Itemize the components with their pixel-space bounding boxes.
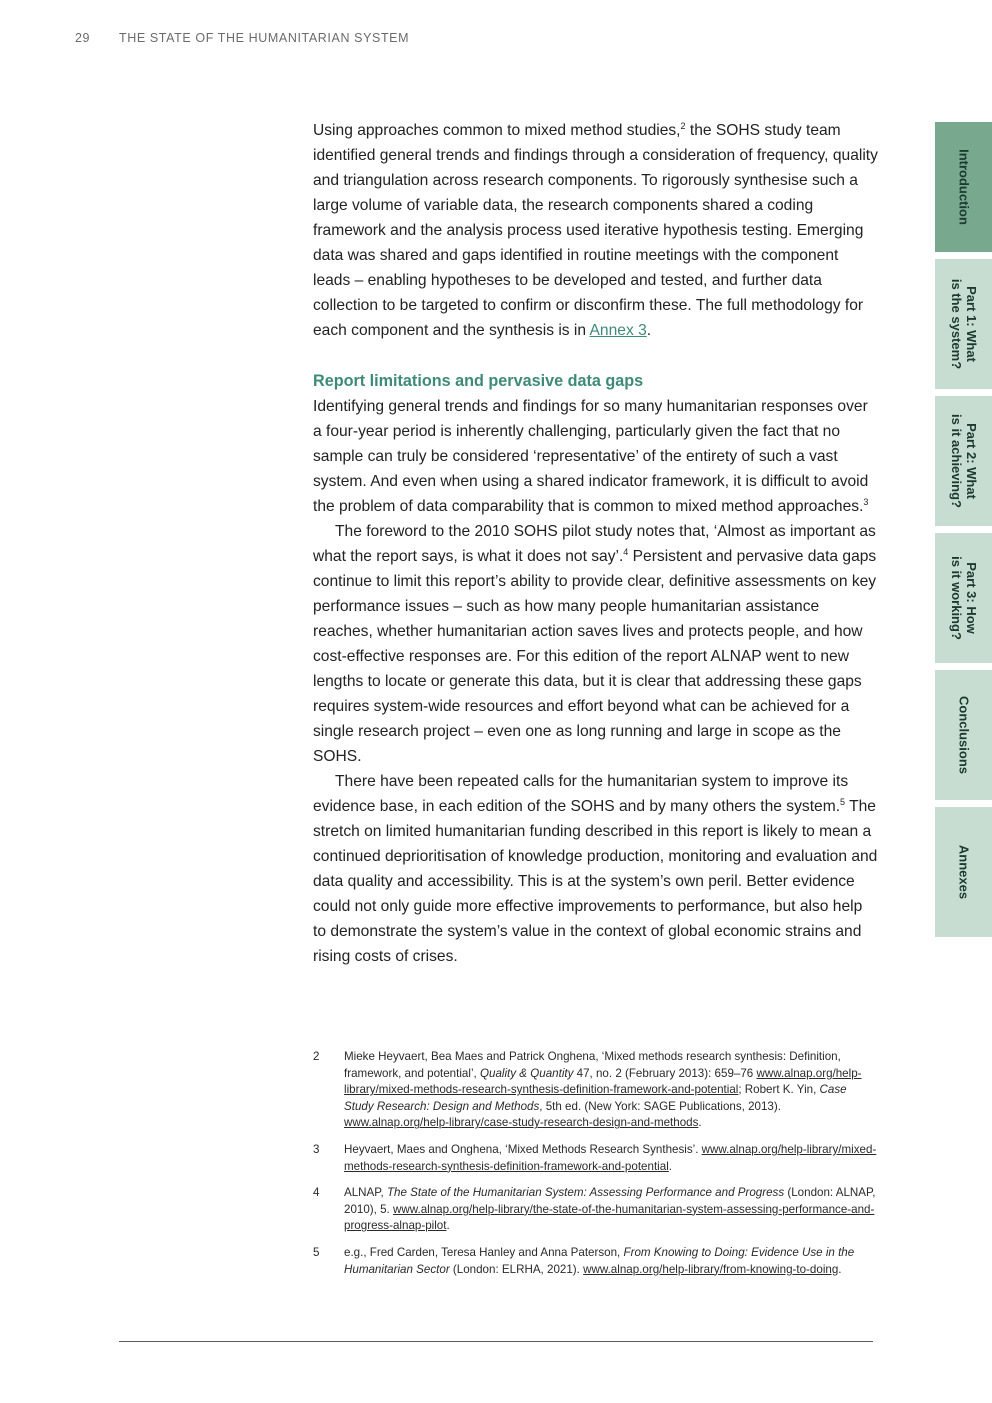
tab-label: Part 3: How is it working? bbox=[948, 556, 979, 640]
tab-part-2[interactable] bbox=[935, 396, 992, 526]
section-heading: Report limitations and pervasive data gaps bbox=[313, 372, 644, 390]
paragraph-data-gaps: The foreword to the 2010 SOHS pilot study notes that, ‘Almost as important as what the report says, is what it does not say’.$^4$ Persistent and pervasive data gaps continue to limit this report’s ability to provide clear, definitive assessments on key performance issues – such as how many people humanitarian assistance reaches, whether humanitarian action saves lives and protects people, and how cost-effective responses are. For this edition of the report ALNAP went to new lengths to locate or generate this data, but it is clear that addressing these gaps requires system-wide resources and effort beyond what can be achieved for a single research project – even one as long running and large in scope as the SOHS. bbox=[313, 523, 877, 765]
tab-part-3[interactable] bbox=[935, 533, 992, 663]
footnote-number: 5 bbox=[313, 1245, 320, 1259]
annex-3-link[interactable]: Annex 3 bbox=[589, 322, 647, 339]
tab-introduction[interactable] bbox=[935, 122, 992, 252]
tab-label: Part 1: What is the system? bbox=[948, 278, 979, 370]
tab-label: Annexes bbox=[956, 844, 971, 900]
footnote-text: Mieke Heyvaert, Bea Maes and Patrick Onghena, ‘Mixed methods research synthesis: Definition, framework, and potential’, Quality & Quantity 47, no. 2 (February 2013): 659–76 www.alnap.org/help-library/mixed-methods-research-synthesis-definition-framework-and-potential; Robert K. Yin, Case Study Research: Design and Methods, 5th ed. (New York: SAGE Publications, 2013). www.alnap.org/help-library/case-study-research-design-and-methods. bbox=[344, 1050, 862, 1130]
paragraph-limitations: Identifying general trends and findings for so many humanitarian responses over a four-year period is inherently challenging, particularly given the fact that no sample can truly be considered ‘representative’ of the entirety of such a vast system. And even when using a shared indicator framework, it is difficult to avoid the problem of data comparability that is common to mixed method approaches.$^3$ bbox=[313, 398, 869, 515]
footnotes bbox=[313, 1049, 878, 1288]
footnote-link[interactable]: www.alnap.org/help-library/the-state-of-the-humanitarian-system-assessing-performance-and-progress-alnap-pilot bbox=[344, 1202, 875, 1233]
footnote-number: 2 bbox=[313, 1050, 320, 1063]
main-content bbox=[313, 118, 878, 969]
footnote-ref-2[interactable]: 2 bbox=[680, 121, 686, 131]
footnote-link[interactable]: www.alnap.org/help-library/mixed-methods-research-synthesis-definition-framework-and-potential bbox=[344, 1142, 877, 1173]
page-number: 29 bbox=[75, 31, 91, 45]
tab-part-1[interactable] bbox=[935, 259, 992, 389]
footnote-link[interactable]: www.alnap.org/help-library/from-knowing-to-doing bbox=[583, 1262, 839, 1276]
paragraph-methodology: Using approaches common to mixed method studies,$^2$ the SOHS study team identified general trends and findings through a consideration of frequency, quality and triangulation across research components. To rigorously synthesise such a large volume of variable data, the research components shared a coding framework and the analysis process used iterative hypothesis testing. Emerging data was shared and gaps identified in routine meetings with the component leads – enabling hypotheses to be developed and tested, and further data collection to be targeted to confirm or disconfirm these. The full methodology for each component and the synthesis is in Annex 3. bbox=[313, 121, 878, 339]
tab-conclusions[interactable] bbox=[935, 670, 992, 800]
footnote-3 bbox=[313, 1142, 878, 1175]
tab-label: Introduction bbox=[956, 149, 971, 225]
running-title: THE STATE OF THE HUMANITARIAN SYSTEM bbox=[119, 31, 410, 45]
section-tabs bbox=[935, 122, 992, 944]
footnote-link[interactable]: www.alnap.org/help-library/case-study-research-design-and-methods bbox=[344, 1116, 699, 1130]
footnote-ref-5[interactable]: 5 bbox=[840, 797, 846, 807]
footnote-link[interactable]: www.alnap.org/help-library/mixed-methods-research-synthesis-definition-framework-and-potential bbox=[344, 1066, 862, 1097]
footnote-4 bbox=[313, 1185, 878, 1235]
running-head bbox=[75, 31, 409, 45]
footnote-text: e.g., Fred Carden, Teresa Hanley and Anna Paterson, From Knowing to Doing: Evidence Use in the Humanitarian Sector (London: ELRHA, 2021). www.alnap.org/help-library/from-knowing-to-doing. bbox=[344, 1245, 855, 1276]
footnote-number: 4 bbox=[313, 1186, 320, 1200]
footnote-number: 3 bbox=[313, 1142, 320, 1156]
tab-annexes[interactable] bbox=[935, 807, 992, 937]
paragraph-evidence-base: There have been repeated calls for the humanitarian system to improve its evidence base, in each edition of the SOHS and by many others the system.$^5$ The stretch on limited humanitarian funding described in this report is likely to mean a continued deprioritisation of knowledge production, monitoring and evaluation and data quality and accessibility. This is at the system’s own peril. Better evidence could not only guide more effective improvements to performance, but also help to demonstrate the system’s value in the context of global economic strains and rising costs of crises. bbox=[313, 773, 878, 965]
footnote-2 bbox=[313, 1049, 878, 1132]
footnote-5 bbox=[313, 1245, 878, 1278]
bottom-divider bbox=[119, 1341, 873, 1342]
tab-label: Conclusions bbox=[956, 695, 971, 775]
footnote-ref-4[interactable]: 4 bbox=[623, 547, 629, 557]
footnote-text: Heyvaert, Maes and Onghena, ‘Mixed Methods Research Synthesis’. www.alnap.org/help-library/mixed-methods-research-synthesis-definition-framework-and-potential. bbox=[344, 1142, 877, 1173]
footnote-ref-3[interactable]: 3 bbox=[863, 497, 869, 507]
tab-label: Part 2: What is it achieving? bbox=[948, 414, 979, 508]
footnote-text: ALNAP, The State of the Humanitarian System: Assessing Performance and Progress (London: ALNAP, 2010), 5. www.alnap.org/help-library/the-state-of-the-humanitarian-system-assessing-performance-and-progress-alnap-pilot. bbox=[344, 1186, 876, 1233]
